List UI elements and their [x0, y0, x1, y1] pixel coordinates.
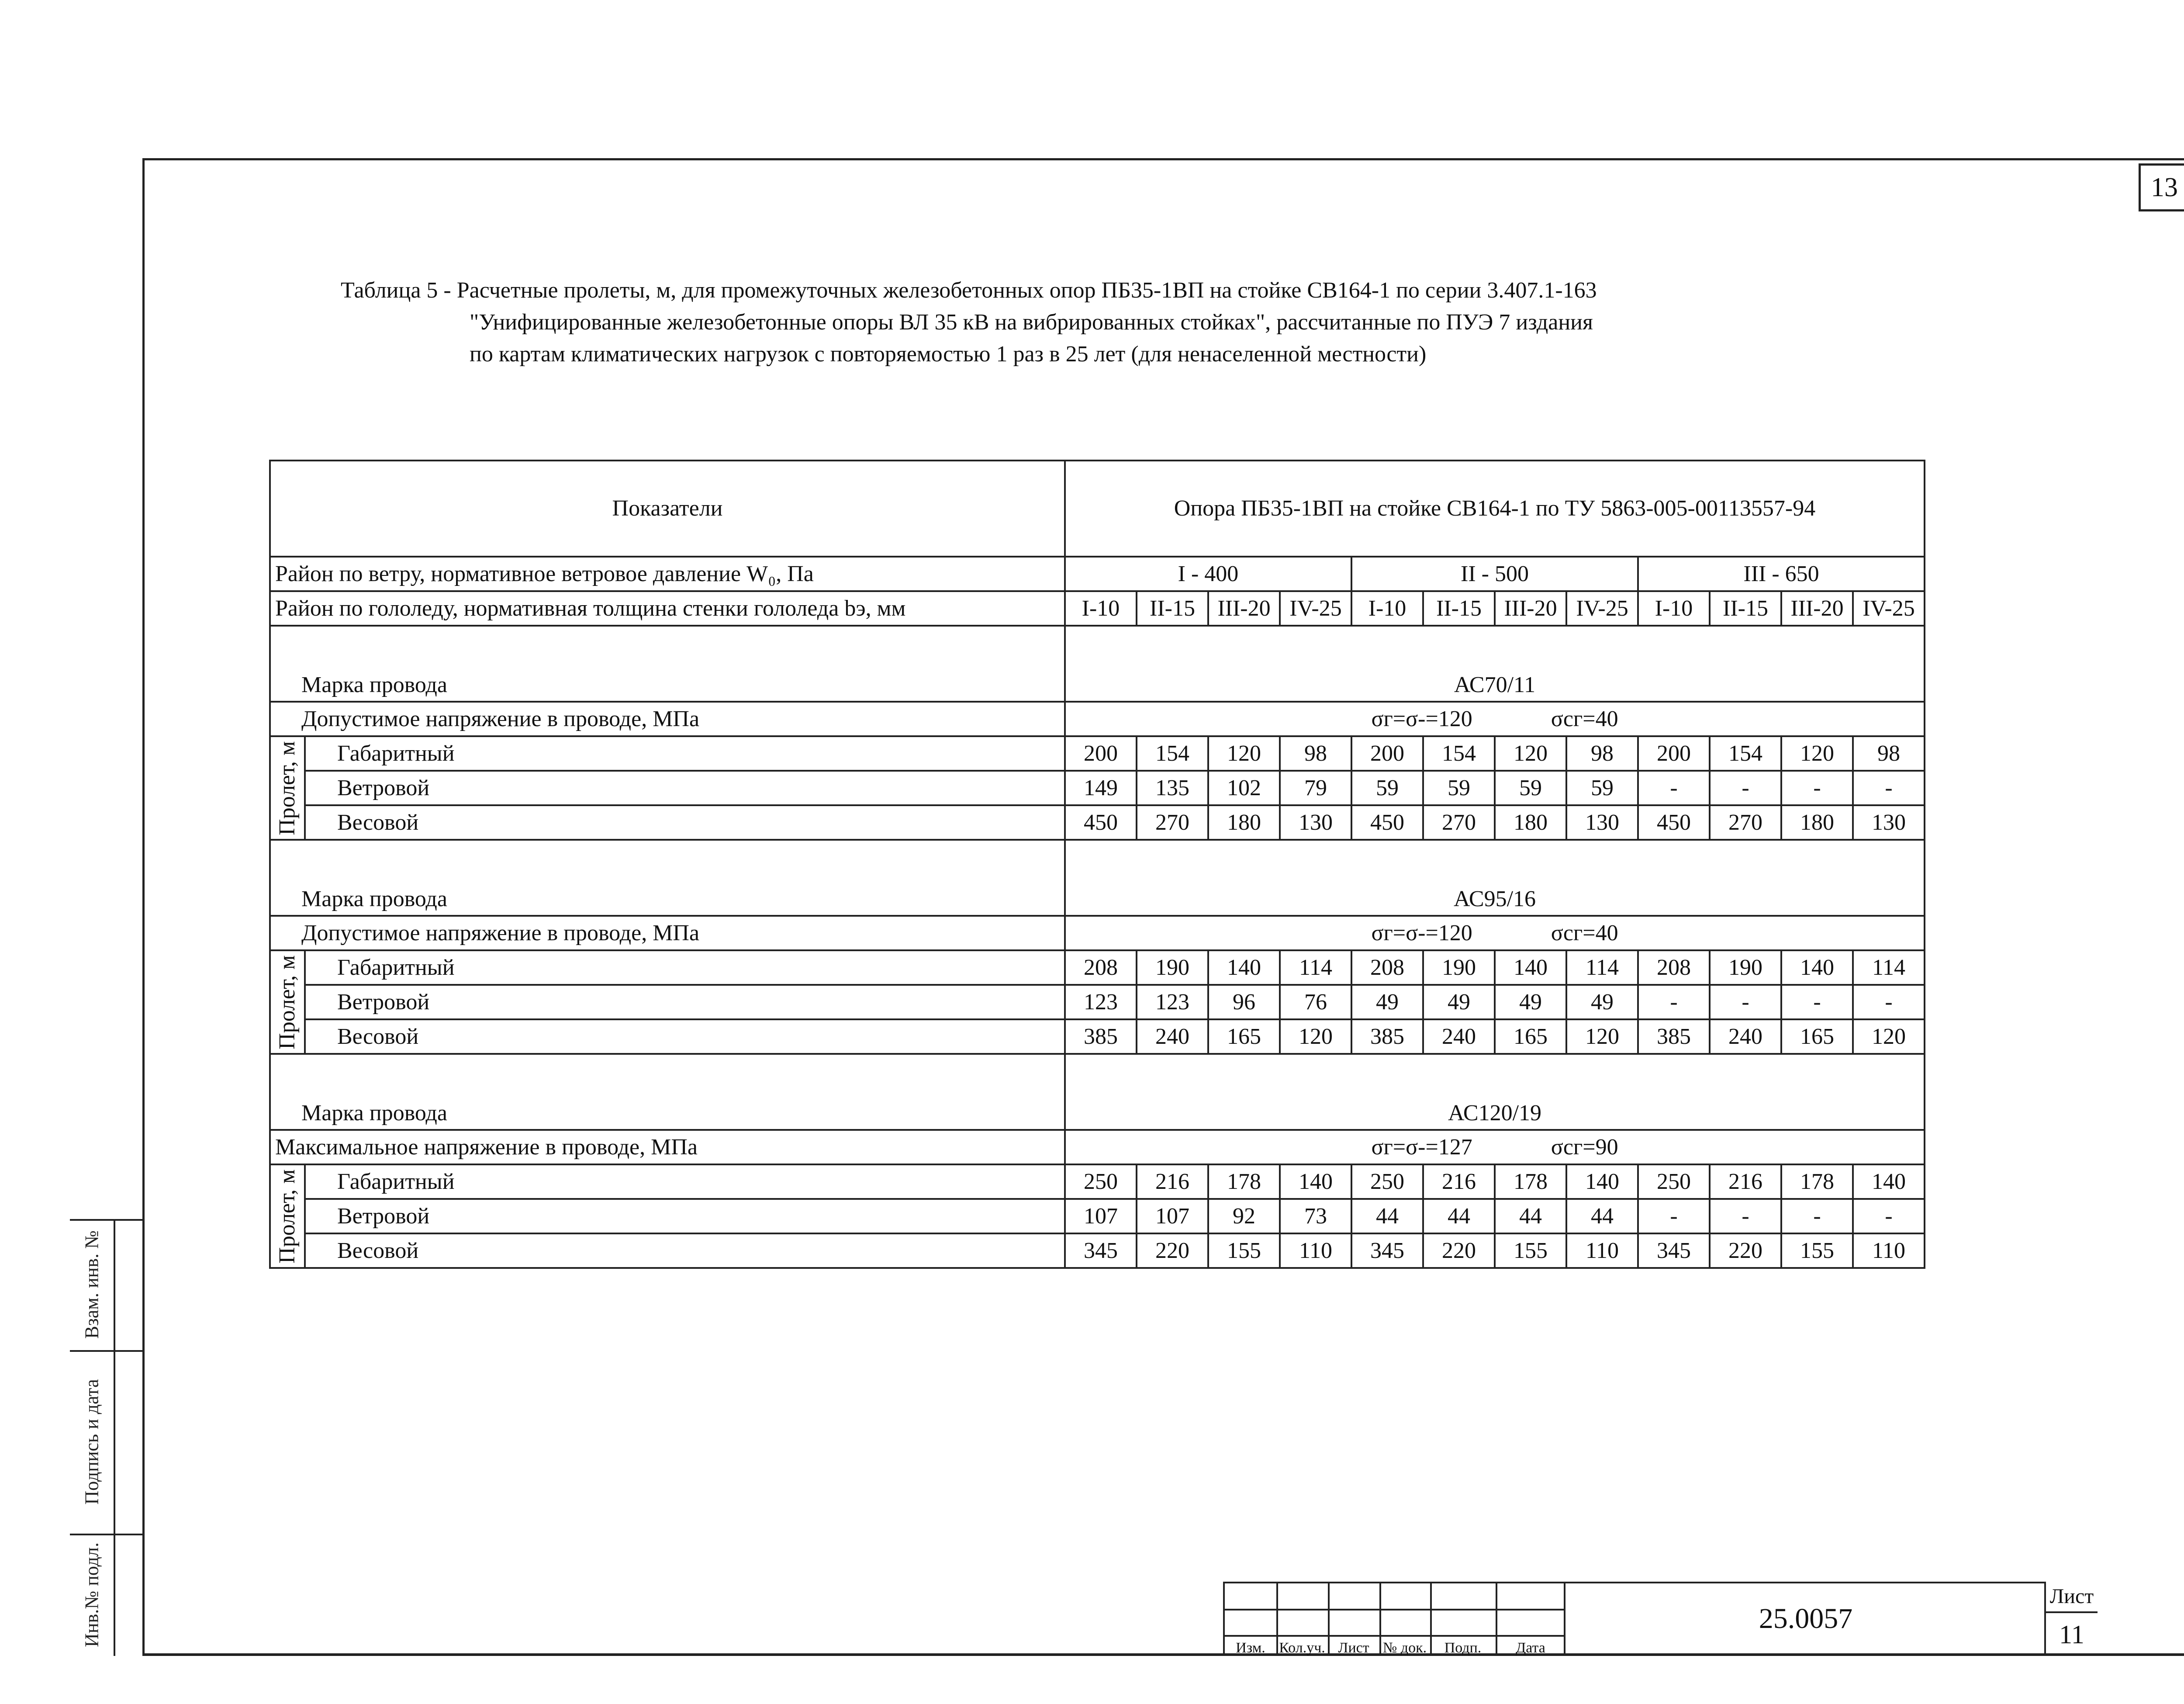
wind-region-1: I - 400	[1065, 557, 1351, 591]
wind-region-3: III - 650	[1638, 557, 1925, 591]
col-label-count: Кол.уч.	[1279, 1640, 1325, 1656]
span-value: 345	[1638, 1233, 1710, 1268]
sheet-box	[2044, 1582, 2098, 1656]
span-value: -	[1853, 985, 1925, 1019]
span-value: 140	[1280, 1164, 1351, 1199]
span-value: 190	[1423, 950, 1495, 985]
span-label-text: Пролет, м	[275, 1169, 300, 1264]
span-value: 155	[1781, 1233, 1853, 1268]
ice-region-1: I-10	[1065, 591, 1137, 626]
span-value: 114	[1853, 950, 1925, 985]
span-value: 135	[1137, 771, 1208, 805]
ice-region-5: I-10	[1351, 591, 1423, 626]
span-label-text: Пролет, м	[275, 955, 300, 1049]
stress-value-b: σсг=40	[1551, 706, 1618, 731]
stress-values	[1065, 702, 1925, 736]
span-value: 450	[1065, 805, 1137, 840]
sheet-label: Лист	[2046, 1582, 2098, 1613]
ice-region-7: III-20	[1495, 591, 1566, 626]
span-row-weight	[270, 805, 1925, 840]
document-code: 25.0057	[1564, 1582, 2046, 1656]
caption-line-3: по картам климатических нагрузок с повторяемостью 1 раз в 25 лет (для ненаселенной местности)	[470, 342, 1427, 367]
span-value: 385	[1351, 1019, 1423, 1054]
ice-region-8: IV-25	[1566, 591, 1638, 626]
span-value: 120	[1208, 736, 1280, 771]
span-value: 98	[1280, 736, 1351, 771]
ice-region-row	[270, 591, 1925, 626]
span-value: 154	[1423, 736, 1495, 771]
ice-region-2: II-15	[1137, 591, 1208, 626]
span-value: 79	[1280, 771, 1351, 805]
span-row-wind	[270, 1199, 1925, 1233]
col-label-date: Дата	[1516, 1640, 1545, 1656]
header-support: Опора ПБ35-1ВП на стойке СВ164-1 по ТУ 5863-005-00113557-94	[1065, 461, 1925, 557]
span-value: 270	[1710, 805, 1781, 840]
span-value: 98	[1566, 736, 1638, 771]
wind-region-row	[270, 557, 1925, 591]
span-row-weight	[270, 1019, 1925, 1054]
span-value: 178	[1781, 1164, 1853, 1199]
span-label	[270, 1164, 305, 1268]
col-label-change: Изм.	[1236, 1640, 1265, 1656]
header-indicators: Показатели	[270, 461, 1065, 557]
span-value: 385	[1638, 1019, 1710, 1054]
span-value: 270	[1423, 805, 1495, 840]
span-row-gab	[270, 950, 1925, 985]
span-value: 120	[1566, 1019, 1638, 1054]
stress-value-a: σг=σ-=120	[1371, 706, 1472, 731]
span-value: 49	[1495, 985, 1566, 1019]
span-value: 107	[1065, 1199, 1137, 1233]
span-type-label: Весовой	[305, 1019, 1065, 1054]
span-value: 154	[1137, 736, 1208, 771]
span-value: 190	[1137, 950, 1208, 985]
stress-label: Допустимое напряжение в проводе, МПа	[270, 916, 1065, 950]
stamp-label-replace: Взам. инв. №	[81, 1230, 103, 1339]
wire-mark-label: Марка провода	[270, 1054, 1065, 1130]
span-value: 208	[1065, 950, 1137, 985]
stress-values	[1065, 916, 1925, 950]
span-value: 270	[1137, 805, 1208, 840]
span-value: 120	[1495, 736, 1566, 771]
span-value: 59	[1423, 771, 1495, 805]
span-value: 250	[1065, 1164, 1137, 1199]
span-value: -	[1853, 771, 1925, 805]
ice-label: Район по гололеду, нормативная толщина стенки гололеда bэ, мм	[270, 591, 1065, 626]
stamp-label-inv: Инв.№ подл.	[81, 1542, 103, 1647]
stamp-label-sign: Подпись и дата	[81, 1379, 103, 1505]
spans-table	[269, 460, 1925, 1269]
span-type-label: Весовой	[305, 1233, 1065, 1268]
title-block	[1223, 1582, 2184, 1656]
span-value: 190	[1710, 950, 1781, 985]
span-row-gab	[270, 1164, 1925, 1199]
span-value: 44	[1351, 1199, 1423, 1233]
stress-value-a: σг=σ-=127	[1371, 1134, 1472, 1160]
span-value: -	[1638, 771, 1710, 805]
span-value: 114	[1566, 950, 1638, 985]
span-value: 178	[1208, 1164, 1280, 1199]
span-value: 200	[1065, 736, 1137, 771]
span-value: 155	[1208, 1233, 1280, 1268]
span-value: -	[1781, 771, 1853, 805]
wire-mark-value: АС95/16	[1065, 840, 1925, 916]
ice-region-11: III-20	[1781, 591, 1853, 626]
span-row-wind	[270, 985, 1925, 1019]
span-value: 114	[1280, 950, 1351, 985]
wire-mark-value: АС70/11	[1065, 626, 1925, 702]
caption-line-2: "Унифицированные железобетонные опоры ВЛ 35 кВ на вибрированных стойках", рассчитанные по ПУЭ 7 издания	[470, 310, 1593, 335]
span-value: 107	[1137, 1199, 1208, 1233]
span-value: 250	[1638, 1164, 1710, 1199]
span-label	[270, 950, 305, 1054]
span-value: -	[1710, 1199, 1781, 1233]
span-value: 450	[1351, 805, 1423, 840]
span-value: 216	[1423, 1164, 1495, 1199]
span-value: 123	[1065, 985, 1137, 1019]
stress-label: Максимальное напряжение в проводе, МПа	[270, 1130, 1065, 1164]
table-header-row	[270, 461, 1925, 557]
span-value: 450	[1638, 805, 1710, 840]
span-type-label: Весовой	[305, 805, 1065, 840]
span-value: 140	[1566, 1164, 1638, 1199]
ice-region-12: IV-25	[1853, 591, 1925, 626]
ice-region-3: III-20	[1208, 591, 1280, 626]
span-value: 220	[1137, 1233, 1208, 1268]
span-value: 178	[1495, 1164, 1566, 1199]
span-value: 140	[1208, 950, 1280, 985]
span-value: 154	[1710, 736, 1781, 771]
span-value: 59	[1495, 771, 1566, 805]
sheet-number: 11	[2059, 1620, 2084, 1649]
wind-region-2: II - 500	[1351, 557, 1638, 591]
span-value: 120	[1280, 1019, 1351, 1054]
ice-region-4: IV-25	[1280, 591, 1351, 626]
span-label-text: Пролет, м	[275, 741, 300, 835]
span-value: 130	[1853, 805, 1925, 840]
span-value: 110	[1280, 1233, 1351, 1268]
wire-mark-value: АС120/19	[1065, 1054, 1925, 1130]
span-value: 180	[1781, 805, 1853, 840]
span-value: 165	[1495, 1019, 1566, 1054]
stress-value-a: σг=σ-=120	[1371, 920, 1472, 946]
stress-values	[1065, 1130, 1925, 1164]
stress-label: Допустимое напряжение в проводе, МПа	[270, 702, 1065, 736]
span-value: -	[1710, 985, 1781, 1019]
stress-value-b: σсг=40	[1551, 920, 1618, 946]
span-value: 96	[1208, 985, 1280, 1019]
wire-mark-row	[270, 626, 1925, 702]
span-value: 220	[1423, 1233, 1495, 1268]
span-value: 240	[1710, 1019, 1781, 1054]
stress-row	[270, 916, 1925, 950]
span-value: 165	[1781, 1019, 1853, 1054]
span-type-label: Ветровой	[305, 1199, 1065, 1233]
span-value: 220	[1710, 1233, 1781, 1268]
wire-mark-row	[270, 1054, 1925, 1130]
col-label-sheet: Лист	[1338, 1640, 1369, 1656]
span-value: 73	[1280, 1199, 1351, 1233]
span-value: 49	[1423, 985, 1495, 1019]
ice-region-6: II-15	[1423, 591, 1495, 626]
span-type-label: Ветровой	[305, 771, 1065, 805]
wire-mark-label: Марка провода	[270, 840, 1065, 916]
span-value: 200	[1351, 736, 1423, 771]
span-value: -	[1781, 985, 1853, 1019]
span-value: -	[1638, 985, 1710, 1019]
span-value: 130	[1280, 805, 1351, 840]
stress-row	[270, 702, 1925, 736]
span-value: 149	[1065, 771, 1137, 805]
revision-grid	[1223, 1582, 1565, 1656]
span-value: 250	[1351, 1164, 1423, 1199]
span-value: 140	[1853, 1164, 1925, 1199]
span-value: 240	[1423, 1019, 1495, 1054]
span-value: 345	[1065, 1233, 1137, 1268]
span-value: 165	[1208, 1019, 1280, 1054]
span-value: 123	[1137, 985, 1208, 1019]
span-value: 180	[1208, 805, 1280, 840]
ice-region-9: I-10	[1638, 591, 1710, 626]
caption-line-1: Таблица 5 - Расчетные пролеты, м, для промежуточных железобетонных опор ПБ35-1ВП на стойке СВ164-1 по серии 3.407.1-163	[341, 278, 1597, 303]
span-value: 110	[1853, 1233, 1925, 1268]
side-stamp	[70, 1219, 142, 1656]
span-value: 155	[1495, 1233, 1566, 1268]
span-value: 216	[1710, 1164, 1781, 1199]
wind-label: Район по ветру, нормативное ветровое давление W₀, Па	[270, 557, 1065, 591]
span-row-weight	[270, 1233, 1925, 1268]
span-value: 120	[1853, 1019, 1925, 1054]
col-label-docno: № док.	[1382, 1640, 1427, 1656]
span-value: 49	[1566, 985, 1638, 1019]
span-type-label: Габаритный	[305, 1164, 1065, 1199]
table-caption	[341, 274, 1782, 370]
span-value: 44	[1423, 1199, 1495, 1233]
span-type-label: Габаритный	[305, 950, 1065, 985]
ice-region-10: II-15	[1710, 591, 1781, 626]
span-value: -	[1710, 771, 1781, 805]
page-number: 13	[2139, 163, 2184, 211]
span-type-label: Габаритный	[305, 736, 1065, 771]
span-value: 200	[1638, 736, 1710, 771]
span-value: 345	[1351, 1233, 1423, 1268]
wire-mark-label: Марка провода	[270, 626, 1065, 702]
span-value: -	[1781, 1199, 1853, 1233]
span-value: -	[1638, 1199, 1710, 1233]
wire-mark-row	[270, 840, 1925, 916]
span-value: 385	[1065, 1019, 1137, 1054]
stress-value-b: σсг=90	[1551, 1134, 1618, 1160]
span-value: 240	[1137, 1019, 1208, 1054]
span-row-wind	[270, 771, 1925, 805]
span-value: 59	[1566, 771, 1638, 805]
span-value: 110	[1566, 1233, 1638, 1268]
col-label-sign: Подп.	[1444, 1640, 1482, 1656]
span-type-label: Ветровой	[305, 985, 1065, 1019]
span-value: 44	[1566, 1199, 1638, 1233]
span-value: 208	[1351, 950, 1423, 985]
span-value: 49	[1351, 985, 1423, 1019]
span-value: 102	[1208, 771, 1280, 805]
span-value: 216	[1137, 1164, 1208, 1199]
revision-column-labels	[1225, 1636, 1565, 1656]
span-value: 59	[1351, 771, 1423, 805]
span-value: 130	[1566, 805, 1638, 840]
span-label	[270, 736, 305, 840]
span-value: 120	[1781, 736, 1853, 771]
span-value: -	[1853, 1199, 1925, 1233]
span-value: 208	[1638, 950, 1710, 985]
span-value: 140	[1781, 950, 1853, 985]
revision-grid-line	[1225, 1609, 1565, 1610]
span-value: 180	[1495, 805, 1566, 840]
span-value: 98	[1853, 736, 1925, 771]
span-row-gab	[270, 736, 1925, 771]
span-value: 140	[1495, 950, 1566, 985]
span-value: 76	[1280, 985, 1351, 1019]
stress-row	[270, 1130, 1925, 1164]
span-value: 92	[1208, 1199, 1280, 1233]
span-value: 44	[1495, 1199, 1566, 1233]
